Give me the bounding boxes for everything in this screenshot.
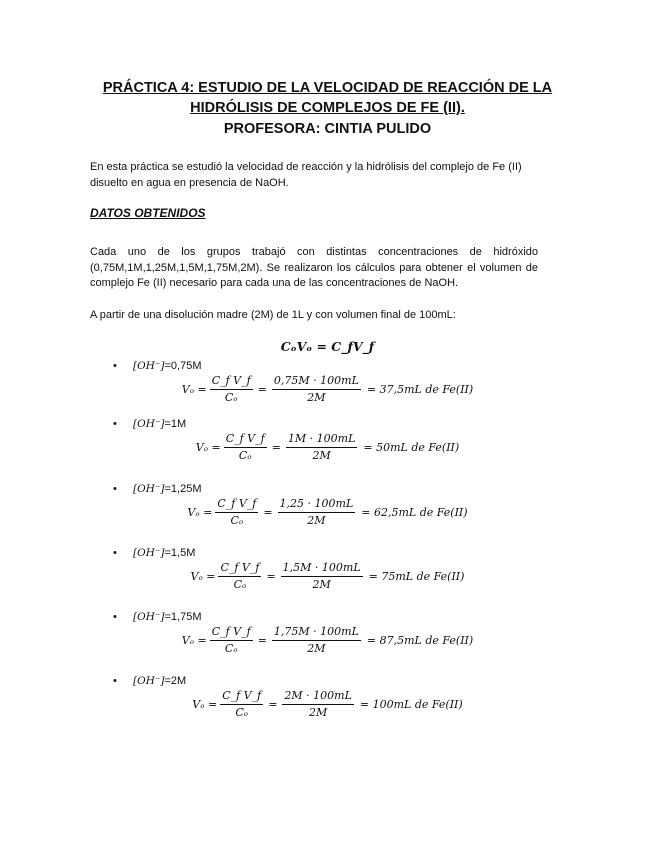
equation-result: = 62,5mL de Fe(II): [361, 506, 468, 519]
bullet: •: [113, 360, 117, 372]
dilution-fraction: [224, 432, 267, 463]
concentration-value: =2M: [164, 675, 187, 687]
value-numerator: 1,25 · 100mL: [278, 497, 356, 513]
concentration-value: =1,25M: [164, 483, 202, 495]
list-item: [0, 546, 655, 606]
value-fraction: [272, 625, 361, 656]
volume-equation: [0, 561, 655, 592]
intro-paragraph: En esta práctica se estudió la velocidad de reacción y la hidrólisis del complejo de Fe (II) disuelto en agua en presencia de NaOH.: [90, 161, 522, 189]
volume-equation: [0, 374, 655, 405]
fraction-numerator: C_f V_f: [220, 689, 263, 705]
hydroxide-symbol: [OH⁻]: [133, 418, 165, 430]
equation-lhs: Vₒ =: [190, 570, 216, 583]
main-equation: CₒVₒ = C_fV_f: [280, 339, 375, 354]
equals-sign: =: [257, 383, 267, 396]
fraction-numerator: C_f V_f: [210, 625, 253, 641]
equals-sign: =: [266, 570, 276, 583]
title-line-1: PRÁCTICA 4: ESTUDIO DE LA VELOCIDAD DE REACCIÓN DE LA: [102, 80, 553, 96]
concentration-label: [133, 359, 202, 373]
equation-lhs: Vₒ =: [187, 506, 213, 519]
document-title: [60, 78, 595, 139]
groups-paragraph: Cada uno de los grupos trabajó con distintas concentraciones de hidróxido (0,75M,1M,1,25M,1,5M,1,75M,2M). Se realizaron los cálculos para obtener el volumen de complejo Fe (II) necesario para cada una de las concentraciones de NaOH.: [90, 246, 538, 289]
value-numerator: 1M · 100mL: [286, 432, 357, 448]
bullet: •: [113, 675, 117, 687]
fraction-numerator: C_f V_f: [224, 432, 267, 448]
value-fraction: [281, 561, 363, 592]
equation-lhs: Vₒ =: [181, 634, 207, 647]
value-numerator: 1,75M · 100mL: [272, 625, 361, 641]
concentration-value: =1,5M: [164, 547, 196, 559]
value-fraction: [272, 374, 361, 405]
list-item: [0, 674, 655, 734]
value-fraction: [282, 689, 353, 720]
list-item: [0, 610, 655, 670]
concentration-value: =1M: [164, 418, 187, 430]
hydroxide-symbol: [OH⁻]: [133, 547, 165, 559]
volume-equation: [0, 625, 655, 656]
value-denominator: 2M: [307, 642, 326, 655]
bullet: •: [113, 611, 117, 623]
dilution-fraction: [220, 689, 263, 720]
value-fraction: [286, 432, 357, 463]
hydroxide-symbol: [OH⁻]: [133, 483, 165, 495]
dilution-fraction: [210, 374, 253, 405]
equals-sign: =: [271, 441, 281, 454]
dilution-fraction: [215, 497, 258, 528]
fraction-denominator: Cₒ: [238, 449, 252, 462]
value-denominator: 2M: [309, 706, 328, 719]
bullet: •: [113, 418, 117, 430]
bullet: •: [113, 547, 117, 559]
equals-sign: =: [268, 698, 278, 711]
fraction-numerator: C_f V_f: [218, 561, 261, 577]
professor-line: PROFESORA: CINTIA PULIDO: [223, 121, 432, 137]
value-denominator: 2M: [307, 391, 326, 404]
volume-equation: [0, 689, 655, 720]
fraction-numerator: C_f V_f: [215, 497, 258, 513]
fraction-numerator: C_f V_f: [210, 374, 253, 390]
bullet: •: [113, 483, 117, 495]
fraction-denominator: Cₒ: [224, 642, 238, 655]
hydroxide-symbol: [OH⁻]: [133, 360, 165, 372]
equation-result: = 50mL de Fe(II): [363, 441, 460, 454]
dilution-fraction: [218, 561, 261, 592]
concentration-label: [133, 482, 202, 496]
fraction-denominator: Cₒ: [224, 391, 238, 404]
equation-result: = 100mL de Fe(II): [359, 698, 463, 711]
concentration-label: [133, 417, 186, 431]
value-denominator: 2M: [307, 514, 326, 527]
volume-equation: [0, 432, 655, 463]
value-numerator: 2M · 100mL: [282, 689, 353, 705]
concentration-value: =1,75M: [164, 611, 202, 623]
dilution-fraction: [210, 625, 253, 656]
hydroxide-symbol: [OH⁻]: [133, 611, 165, 623]
value-fraction: [278, 497, 356, 528]
value-numerator: 1,5M · 100mL: [281, 561, 363, 577]
equation-result: = 75mL de Fe(II): [368, 570, 465, 583]
title-line-2: HIDRÓLISIS DE COMPLEJOS DE FE (II).: [190, 100, 465, 116]
list-item: [0, 359, 655, 419]
value-numerator: 0,75M · 100mL: [272, 374, 361, 390]
equation-result: = 87,5mL de Fe(II): [366, 634, 474, 647]
fraction-denominator: Cₒ: [235, 706, 249, 719]
fraction-denominator: Cₒ: [233, 578, 247, 591]
concentration-label: [133, 674, 186, 688]
concentration-value: =0,75M: [164, 360, 202, 372]
value-denominator: 2M: [312, 578, 331, 591]
list-item: [0, 482, 655, 542]
equation-lhs: Vₒ =: [195, 441, 221, 454]
section-heading: DATOS OBTENIDOS: [90, 206, 206, 220]
equation-lhs: Vₒ =: [192, 698, 218, 711]
concentration-label: [133, 546, 195, 560]
stock-paragraph: A partir de una disolución madre (2M) de 1L y con volumen final de 100mL:: [90, 309, 456, 321]
volume-equation: [0, 497, 655, 528]
hydroxide-symbol: [OH⁻]: [133, 675, 165, 687]
equals-sign: =: [257, 634, 267, 647]
concentration-label: [133, 610, 202, 624]
equals-sign: =: [263, 506, 273, 519]
list-item: [0, 417, 655, 477]
fraction-denominator: Cₒ: [230, 514, 244, 527]
equation-lhs: Vₒ =: [181, 383, 207, 396]
equation-result: = 37,5mL de Fe(II): [366, 383, 474, 396]
value-denominator: 2M: [312, 449, 331, 462]
